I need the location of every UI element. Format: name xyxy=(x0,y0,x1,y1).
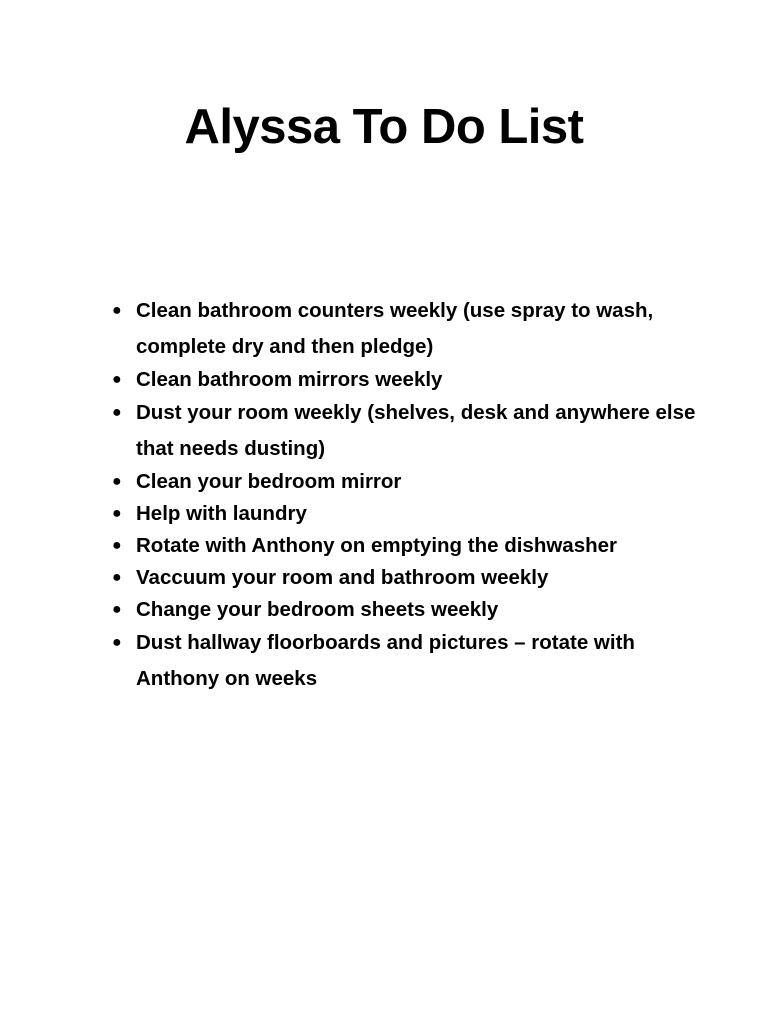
bullet-icon: ● xyxy=(112,302,122,319)
bullet-icon: ● xyxy=(112,505,122,522)
list-item-text: Dust your room weekly (shelves, desk and anywhere else that needs dusting) xyxy=(136,401,696,460)
bullet-icon: ● xyxy=(112,473,122,490)
bullet-icon: ● xyxy=(112,601,122,618)
list-item xyxy=(108,593,708,627)
bullet-icon: ● xyxy=(112,371,122,388)
list-item-text: Change your bedroom sheets weekly xyxy=(136,598,499,621)
list-item-text: Clean bathroom counters weekly (use spray to wash, complete dry and then pledge) xyxy=(136,299,654,358)
list-item-text: Vaccuum your room and bathroom weekly xyxy=(136,566,549,589)
bullet-icon: ● xyxy=(112,569,122,586)
list-item-text: Dust hallway floorboards and pictures – rotate with Anthony on weeks xyxy=(136,631,635,690)
page-title: Alyssa To Do List xyxy=(184,100,584,154)
list-item xyxy=(108,561,708,595)
list-item xyxy=(108,293,708,365)
list-item xyxy=(108,395,708,467)
bullet-icon: ● xyxy=(112,537,122,554)
list-item-text: Rotate with Anthony on emptying the dishwasher xyxy=(136,534,618,557)
bullet-icon: ● xyxy=(112,634,122,651)
list-item xyxy=(108,529,708,563)
list-item-text: Clean bathroom mirrors weekly xyxy=(136,368,443,391)
list-item xyxy=(108,363,708,397)
list-item-text: Help with laundry xyxy=(136,502,307,525)
list-item xyxy=(108,465,708,499)
todo-list xyxy=(108,293,708,695)
bullet-icon: ● xyxy=(112,404,122,421)
list-item-text: Clean your bedroom mirror xyxy=(136,470,402,493)
list-item xyxy=(108,625,708,697)
list-item xyxy=(108,497,708,531)
